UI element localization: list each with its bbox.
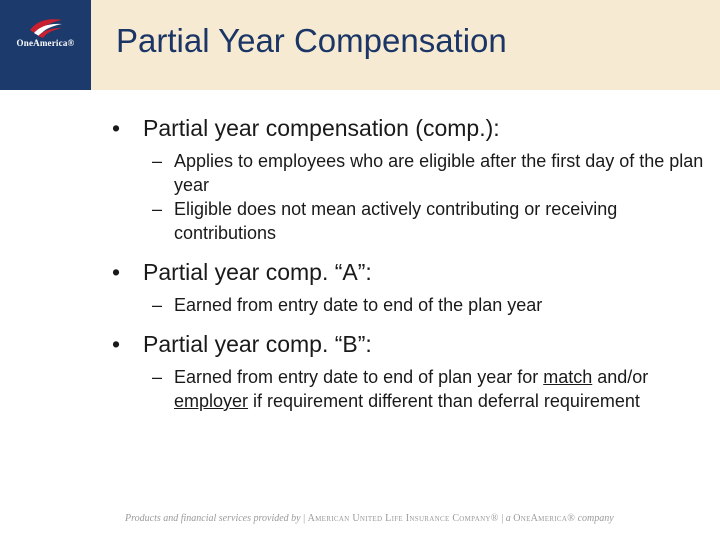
footer — [125, 513, 705, 533]
sub-text: Earned from entry date to end of plan year for — [174, 367, 544, 387]
logo-text: OneAmerica® — [16, 38, 75, 48]
sub-bullet-item — [152, 365, 712, 413]
sub-bullet-item: – Applies to employees who are eligible after the first day of the plan year — [152, 149, 712, 197]
sub-text: and/or — [592, 367, 649, 387]
oneamerica-logo — [0, 0, 91, 90]
footer-a: a — [505, 513, 514, 524]
bullet-item: • Partial year compensation (comp.): — [112, 114, 712, 142]
sub-bullet-item: – Eligible does not mean actively contributing or receiving contributions — [152, 197, 712, 245]
bullet-item: • Partial year comp. “A”: — [112, 258, 712, 286]
footer-company-word: company — [575, 513, 614, 524]
footer-separator: | — [498, 513, 506, 524]
footer-separator: | — [300, 513, 308, 524]
slide-header — [0, 0, 720, 90]
page-title: Partial Year Compensation — [116, 22, 507, 59]
bullet-item: • Partial year comp. “B”: — [112, 330, 712, 358]
match-term: match — [543, 367, 593, 387]
sub-bullet-item: – Earned from entry date to end of the plan year — [152, 293, 712, 317]
footer-provided-by: Products and financial services provided by — [125, 513, 301, 524]
flag-icon — [28, 16, 64, 38]
slide-body — [112, 110, 712, 413]
employer-term: employer — [174, 391, 249, 411]
footer-company: American United Life Insurance Company® — [307, 513, 499, 524]
footer-brand: OneAmerica® — [513, 513, 576, 524]
sub-text: if requirement different than deferral requirement — [248, 391, 640, 411]
